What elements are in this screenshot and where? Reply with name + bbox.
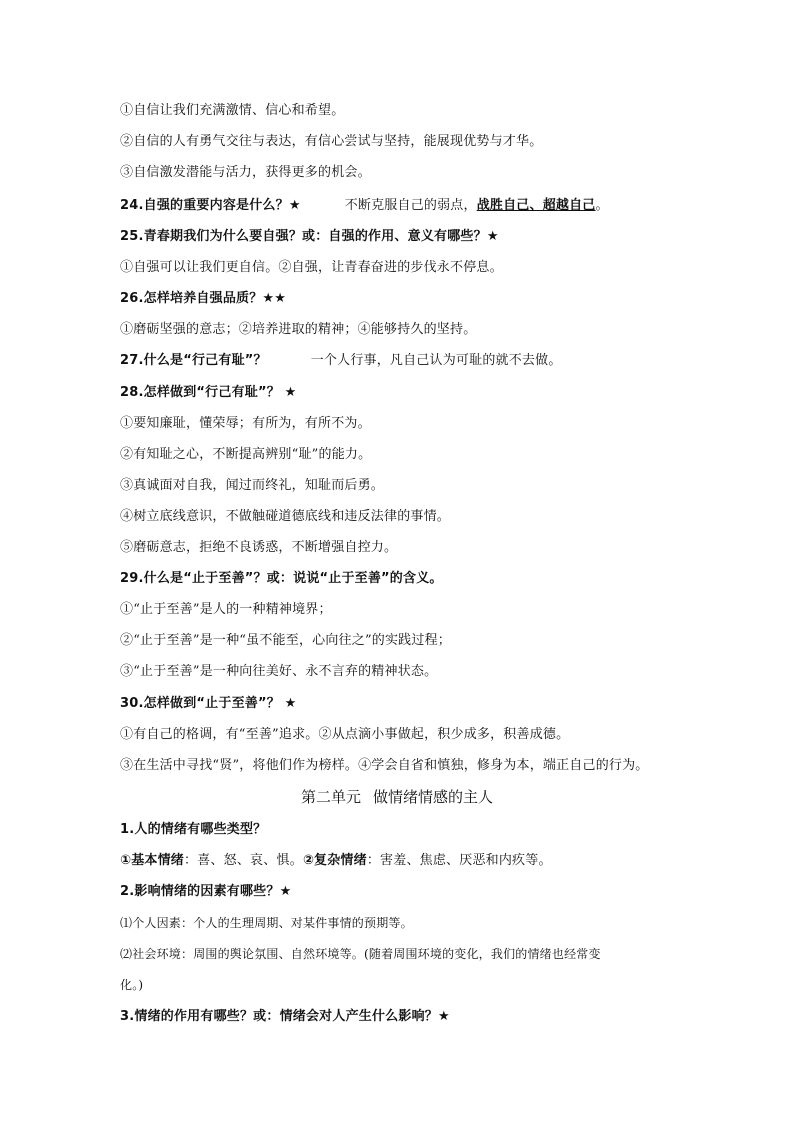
answer-29-3: ③“止于至善”是一种向往美好、永不言弃的精神状态。 <box>120 664 438 679</box>
answer-line: ③自信激发潜能与活力，获得更多的机会。 <box>120 165 371 180</box>
basic-emotion-label: ①基本情绪 <box>120 853 185 868</box>
unit-title: 做情绪情感的主人 <box>373 788 494 806</box>
answer-28-3: ③真诚面对自我，闻过而终礼，知耻而后勇。 <box>120 478 385 493</box>
unit2-question-3: 3.情绪的作用有哪些？或：情绪会对人产生什么影响？★ <box>120 1009 450 1024</box>
answer-28-2: ②有知耻之心，不断提高辨别“耻”的能力。 <box>120 447 372 462</box>
unit2-answer-2-1: ⑴个人因素：个人的生理周期、对某件事情的预期等。 <box>120 916 413 930</box>
question-28: 28.怎样做到“行己有耻”？ ★ <box>120 385 297 400</box>
answer-24-end: 。 <box>595 198 609 213</box>
unit-heading <box>0 786 794 808</box>
unit2-question-1: 1.人的情绪有哪些类型？ <box>120 822 267 837</box>
question-27-line <box>120 351 684 371</box>
answer-24-pre: 不断克服自己的弱点， <box>344 198 477 213</box>
question-24: 24.自强的重要内容是什么？★ <box>120 198 301 213</box>
answer-30-1: ①有自己的格调，有“至善”追求。②从点滴小事做起，积少成多，积善成德。 <box>120 727 570 742</box>
answer-25: ①自强可以让我们更自信。②自强，让青春奋进的步伐永不停息。 <box>120 260 503 275</box>
unit-number: 第二单元 <box>300 788 361 806</box>
answer-27: 一个人行事，凡自己认为可耻的就不去做。 <box>310 353 562 368</box>
answer-24-emphasis: 战胜自己、超越自己 <box>476 198 596 213</box>
answer-29-1: ①“止于至善”是人的一种精神境界； <box>120 602 332 617</box>
unit2-question-2: 2.影响情绪的因素有哪些？★ <box>120 884 292 899</box>
question-30: 30.怎样做到“止于至善”？ ★ <box>120 696 297 711</box>
question-26: 26.怎样培养自强品质？★★ <box>120 291 287 306</box>
answer-28-1: ①要知廉耻，懂荣辱；有所为，有所不为。 <box>120 416 371 431</box>
complex-emotion-label: ②复杂情绪 <box>302 853 367 868</box>
question-25: 25.青春期我们为什么要自强？或：自强的作用、意义有哪些？★ <box>120 229 499 244</box>
unit2-answer-2-2: ⑵社会环境：周围的舆论氛围、自然环境等。(随着周围环境的变化，我们的情绪也经常变 <box>120 947 601 961</box>
unit2-answer-1 <box>120 851 684 871</box>
answer-30-2: ③在生活中寻找“贤”，将他们作为榜样。④学会自省和慎独，修身为本，端正自己的行为。 <box>120 758 649 773</box>
answer-28-5: ⑤磨砺意志，拒绝不良诱惑，不断增强自控力。 <box>120 540 398 555</box>
basic-emotion-text: ：喜、怒、哀、惧。 <box>184 853 303 868</box>
question-27: 27.什么是“行己有耻”？ <box>120 353 267 368</box>
complex-emotion-text: ：害羞、焦虑、厌恶和内疚等。 <box>366 853 552 868</box>
answer-26: ①磨砺坚强的意志；②培养进取的精神；④能够持久的坚持。 <box>120 322 477 337</box>
answer-line: ①自信让我们充满激情、信心和希望。 <box>120 103 345 118</box>
question-29: 29.什么是“止于至善”？或：说说“止于至善”的含义。 <box>120 571 443 586</box>
unit2-answer-2-3: 化。) <box>120 978 144 992</box>
answer-29-2: ②“止于至善”是一种“虽不能至，心向往之”的实践过程； <box>120 633 451 648</box>
answer-28-4: ④树立底线意识，不做触碰道德底线和违反法律的事情。 <box>120 509 451 524</box>
question-24-line <box>120 196 684 216</box>
answer-line: ②自信的人有勇气交往与表达，有信心尝试与坚持，能展现优势与才华。 <box>120 134 543 149</box>
